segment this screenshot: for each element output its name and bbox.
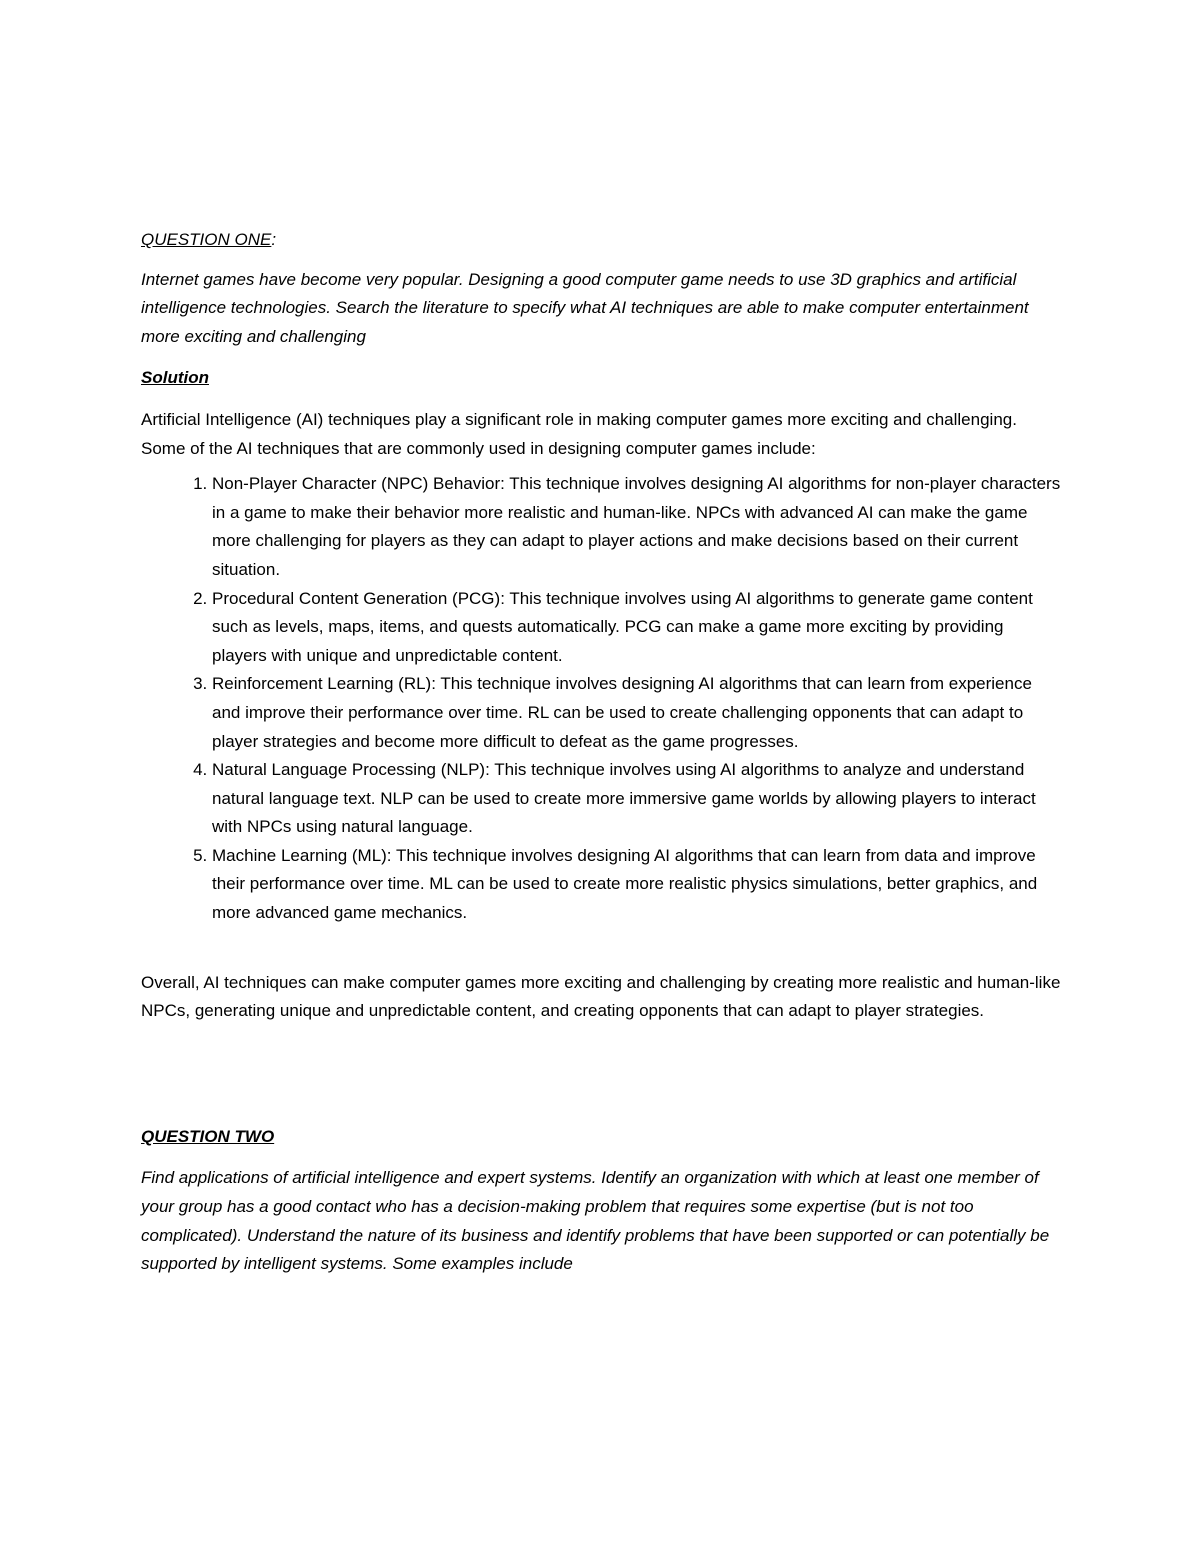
question-one-heading [141, 226, 1061, 255]
question-two-text: Find applications of artificial intelligence and expert systems. Identify an organization with which at least one member of your group has a good contact who has a decision-making problem that requires some expertise (but is not too complicated). Understand the nature of its business and identify problems that have been supported or can potentially be supported by intelligent systems. Some examples include [141, 1168, 1050, 1274]
solution-heading: Solution [141, 368, 209, 388]
list-item: 3. Reinforcement Learning (RL): This technique involves designing AI algorithms that can learn from experience and improve their performance over time. RL can be used to create challenging opponents that can adapt to player strategies and become more difficult to defeat as the game progresses. [212, 670, 1061, 756]
list-item: 4. Natural Language Processing (NLP): This technique involves using AI algorithms to analyze and understand natural language text. NLP can be used to create more immersive game worlds by allowing players to interact with NPCs using natural language. [212, 756, 1061, 842]
list-item: 1. Non-Player Character (NPC) Behavior: This technique involves designing AI algorithms for non-player characters in a game to make their behavior more realistic and human-like. NPCs with advanced AI can make the game more challenging for players as they can adapt to player actions and make decisions based on their current situation. [212, 470, 1061, 584]
solution-intro: Artificial Intelligence (AI) techniques play a significant role in making computer games more exciting and challenging. Some of the AI techniques that are commonly used in designing computer games include: [141, 409, 1017, 458]
question-one-heading-label: QUESTION ONE [141, 230, 272, 249]
question-one-heading-colon: : [271, 230, 277, 249]
list-item: 2. Procedural Content Generation (PCG): This technique involves using AI algorithms to generate game content such as levels, maps, items, and quests automatically. PCG can make a game more exciting by providing players with unique and unpredictable content. [212, 585, 1061, 671]
list-item: 5. Machine Learning (ML): This technique involves designing AI algorithms that can learn from data and improve their performance over time. ML can be used to create more realistic physics simulations, better graphics, and more advanced game mechanics. [212, 842, 1061, 928]
solution-conclusion: Overall, AI techniques can make computer games more exciting and challenging by creating more realistic and human-like NPCs, generating unique and unpredictable content, and creating opponents that can adapt to player strategies. [141, 972, 1061, 1021]
techniques-list [141, 470, 1061, 928]
document-body [141, 226, 1061, 1279]
question-one-text: Internet games have become very popular. Designing a good computer game needs to use 3D graphics and artificial intelligence technologies. Search the literature to specify what AI techniques are able to make computer entertainment more exciting and challenging [141, 269, 1029, 346]
question-two-heading: QUESTION TWO [141, 1126, 275, 1146]
